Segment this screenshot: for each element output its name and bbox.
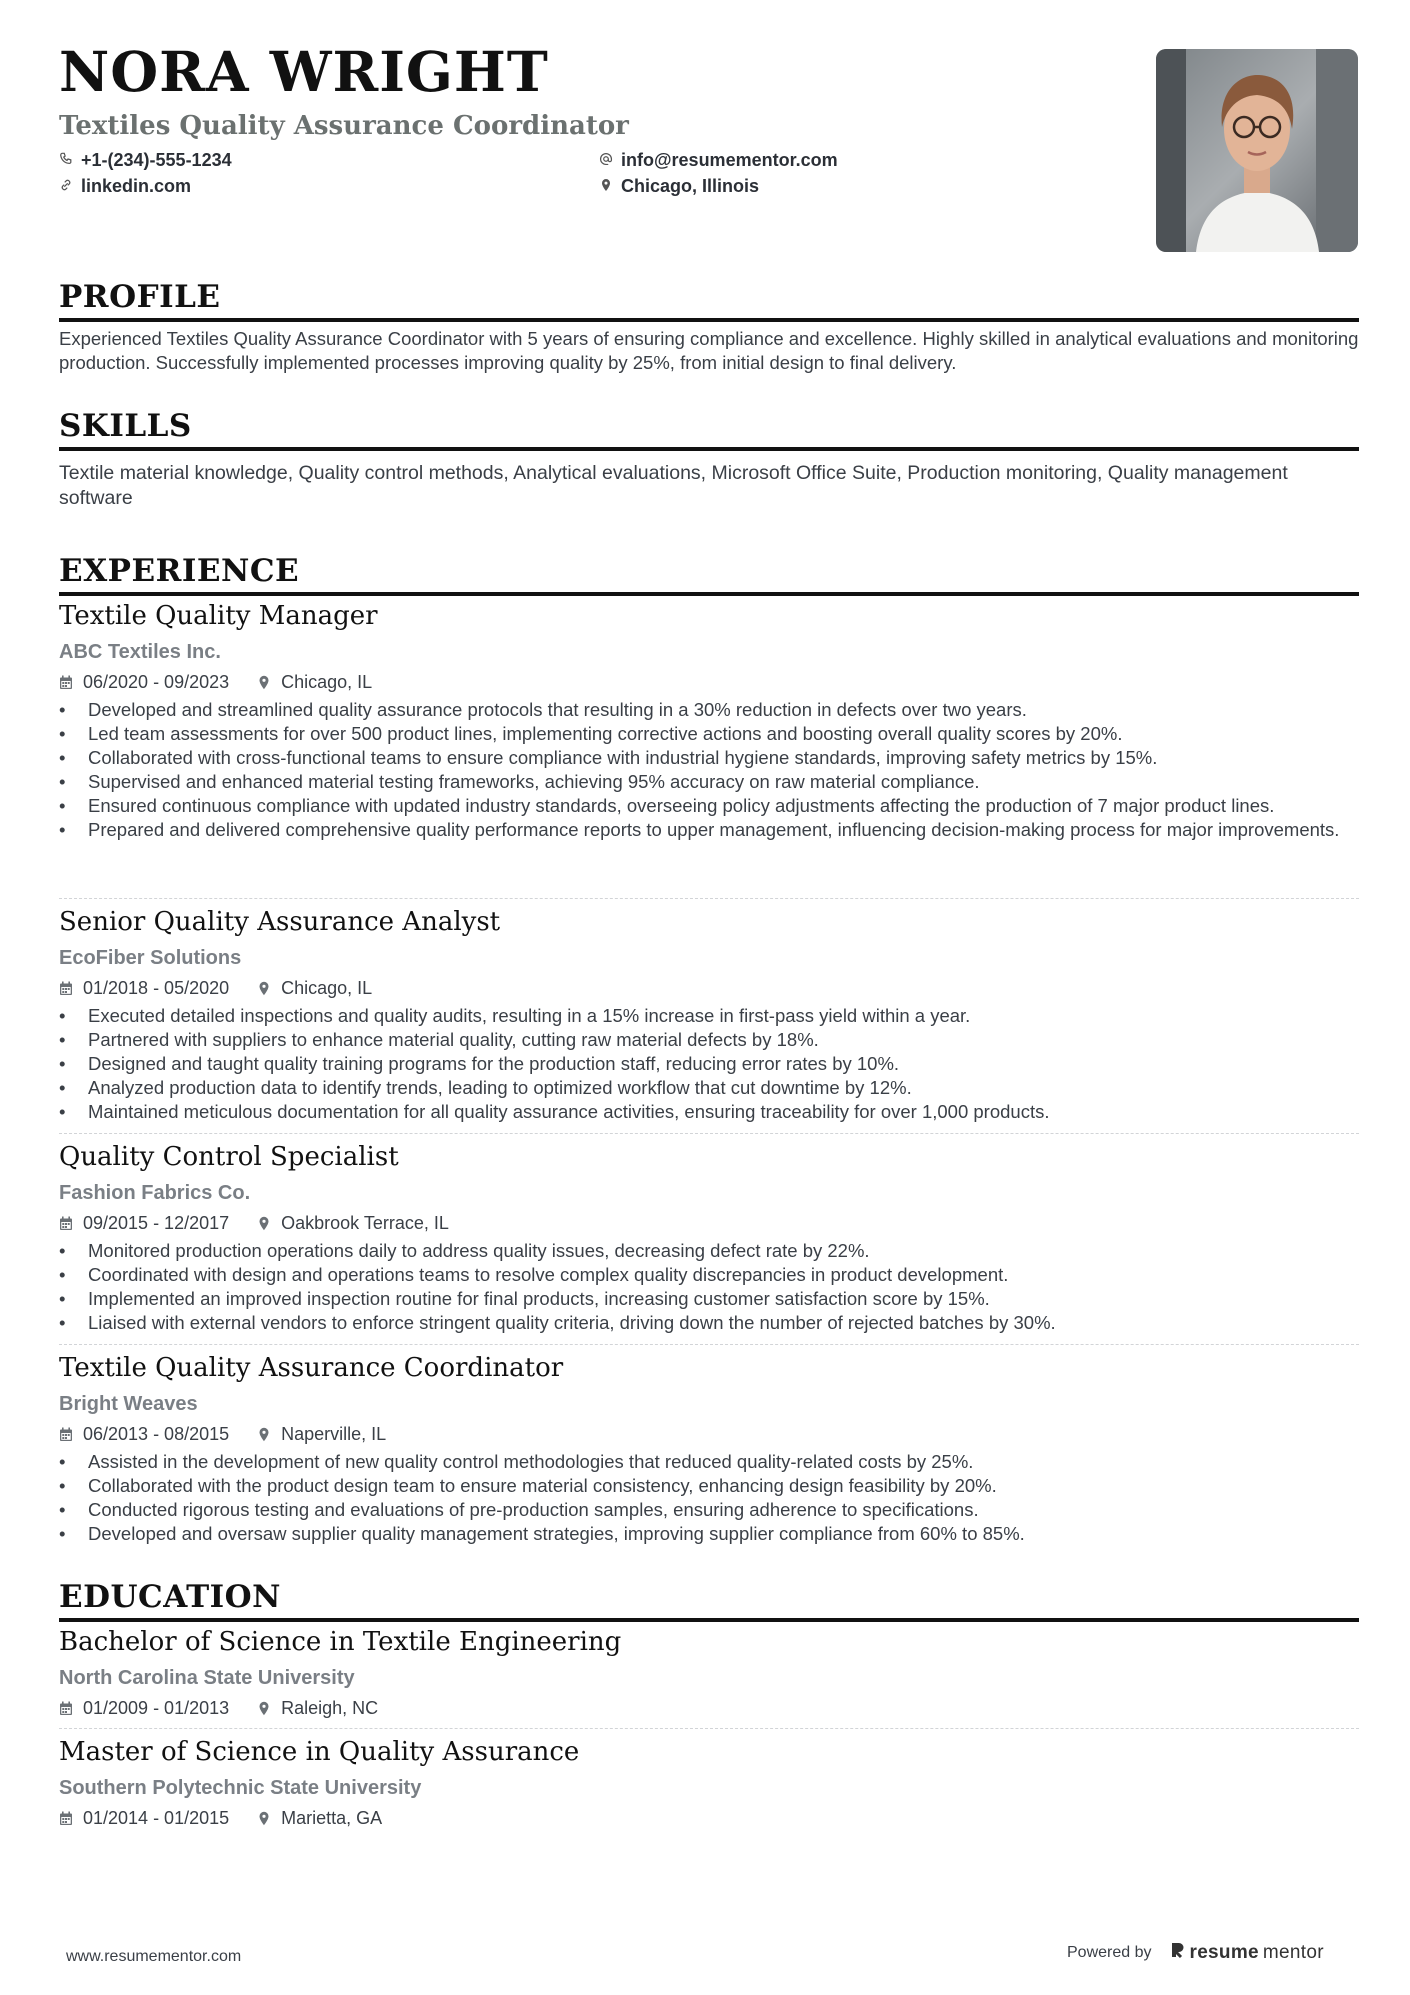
location-pin-icon xyxy=(257,1216,271,1231)
list-item: • Liaised with external vendors to enforce stringent quality criteria, driving down the number of rejected batches by 30%. xyxy=(59,1311,1359,1335)
brand-bold-text: resume xyxy=(1189,1942,1259,1963)
job-meta xyxy=(59,673,372,691)
education-school: North Carolina State University xyxy=(59,1667,355,1689)
candidate-title: Textiles Quality Assurance Coordinator xyxy=(59,111,629,141)
job-role: Senior Quality Assurance Analyst xyxy=(59,907,501,937)
experience-heading: EXPERIENCE xyxy=(59,556,1359,596)
list-item: • Maintained meticulous documentation for all quality assurance activities, ensuring traceability for over 1,000 products. xyxy=(59,1100,1359,1124)
job-bullets xyxy=(59,698,1359,842)
job-dates: 01/2018 - 05/2020 xyxy=(83,978,230,998)
education-dates: 01/2014 - 01/2015 xyxy=(83,1808,230,1828)
job-dates: 06/2013 - 08/2015 xyxy=(83,1424,230,1444)
job-location: Oakbrook Terrace, IL xyxy=(281,1213,449,1233)
job-meta xyxy=(59,979,372,997)
job-location: Naperville, IL xyxy=(281,1424,387,1444)
location-pin-icon xyxy=(257,1427,271,1442)
list-item: • Led team assessments for over 500 product lines, implementing corrective actions and boosting overall quality scores by 20%. xyxy=(59,722,1359,746)
list-item: • Collaborated with cross-functional teams to ensure compliance with industrial hygiene standards, improving safety metrics by 15%. xyxy=(59,746,1359,770)
resumementor-logo[interactable] xyxy=(1170,1941,1324,1965)
job-dates: 06/2020 - 09/2023 xyxy=(83,672,230,692)
list-item: • Ensured continuous compliance with updated industry standards, overseeing policy adjustments affecting the production of 7 major product lines. xyxy=(59,794,1359,818)
job-meta xyxy=(59,1214,449,1232)
job-bullets xyxy=(59,1239,1359,1335)
job-divider xyxy=(59,1133,1359,1134)
education-degree: Bachelor of Science in Textile Engineering xyxy=(59,1627,622,1657)
location-pin-icon xyxy=(257,1811,271,1826)
powered-by-label: Powered by xyxy=(1067,1944,1152,1961)
candidate-name: NORA WRIGHT xyxy=(59,39,549,104)
skills-text: Textile material knowledge, Quality control methods, Analytical evaluations, Microsoft Office Suite, Production monitoring, Quality management software xyxy=(59,462,1288,509)
job-company: Bright Weaves xyxy=(59,1393,198,1415)
education-location: Raleigh, NC xyxy=(281,1698,379,1718)
list-item: • Partnered with suppliers to enhance material quality, cutting raw material defects by 18%. xyxy=(59,1028,1359,1052)
job-role: Textile Quality Assurance Coordinator xyxy=(59,1353,564,1383)
footer-website-link[interactable]: www.resumementor.com xyxy=(66,1948,242,1965)
list-item: • Implemented an improved inspection routine for final products, increasing customer satisfaction score by 15%. xyxy=(59,1287,1359,1311)
education-location: Marietta, GA xyxy=(281,1808,383,1828)
location-text: Chicago, Illinois xyxy=(621,176,760,196)
list-item: • Designed and taught quality training programs for the production staff, reducing error rates by 10%. xyxy=(59,1052,1359,1076)
job-role: Quality Control Specialist xyxy=(59,1142,399,1172)
footer-branding xyxy=(1067,1941,1324,1965)
job-divider xyxy=(59,1344,1359,1345)
contact-phone xyxy=(59,150,232,171)
resumementor-logo-icon xyxy=(1170,1941,1186,1965)
profile-photo xyxy=(1156,49,1358,252)
location-pin-icon xyxy=(257,1701,271,1716)
education-dates: 01/2009 - 01/2013 xyxy=(83,1698,230,1718)
contact-email[interactable] xyxy=(599,150,838,171)
calendar-icon xyxy=(59,1427,73,1442)
skills-heading: SKILLS xyxy=(59,411,1359,451)
education-meta xyxy=(59,1809,382,1827)
job-company: Fashion Fabrics Co. xyxy=(59,1182,251,1204)
profile-text: Experienced Textiles Quality Assurance Coordinator with 5 years of ensuring compliance and excellence. Highly skilled in analytical evaluations and monitoring production. Successfully implemented processes improving quality by 25%, from initial design to final delivery. xyxy=(59,328,1359,373)
location-pin-icon xyxy=(257,675,271,690)
calendar-icon xyxy=(59,981,73,996)
list-item: • Collaborated with the product design team to ensure material consistency, enhancing design feasibility by 20%. xyxy=(59,1474,1359,1498)
calendar-icon xyxy=(59,1811,73,1826)
education-degree: Master of Science in Quality Assurance xyxy=(59,1737,580,1767)
list-item: • Supervised and enhanced material testing frameworks, achieving 95% accuracy on raw material compliance. xyxy=(59,770,1359,794)
list-item: • Prepared and delivered comprehensive quality performance reports to upper management, influencing decision-making process for major improvements. xyxy=(59,818,1359,842)
phone-icon xyxy=(59,150,73,171)
list-item: • Coordinated with design and operations teams to resolve complex quality discrepancies in product development. xyxy=(59,1263,1359,1287)
job-meta xyxy=(59,1425,386,1443)
link-icon xyxy=(59,176,73,197)
list-item: • Developed and oversaw supplier quality management strategies, improving supplier compliance from 60% to 85%. xyxy=(59,1522,1359,1546)
brand-light-text: mentor xyxy=(1262,1942,1324,1963)
job-divider xyxy=(59,898,1359,899)
job-location: Chicago, IL xyxy=(281,672,373,692)
location-pin-icon xyxy=(599,176,613,197)
profile-heading: PROFILE xyxy=(59,282,1359,322)
job-company: EcoFiber Solutions xyxy=(59,947,242,969)
list-item: • Assisted in the development of new quality control methodologies that reduced quality-related costs by 25%. xyxy=(59,1450,1359,1474)
email-text: info@resumementor.com xyxy=(621,150,838,170)
at-icon xyxy=(599,150,613,171)
contact-location xyxy=(599,176,759,197)
list-item: • Conducted rigorous testing and evaluations of pre-production samples, ensuring adherence to specifications. xyxy=(59,1498,1359,1522)
education-divider xyxy=(59,1728,1359,1729)
phone-text: +1-(234)-555-1234 xyxy=(81,150,232,170)
job-dates: 09/2015 - 12/2017 xyxy=(83,1213,230,1233)
job-role: Textile Quality Manager xyxy=(59,601,378,631)
job-bullets xyxy=(59,1450,1359,1546)
job-bullets xyxy=(59,1004,1359,1124)
calendar-icon xyxy=(59,675,73,690)
list-item: • Monitored production operations daily to address quality issues, decreasing defect rate by 22%. xyxy=(59,1239,1359,1263)
list-item: • Executed detailed inspections and quality audits, resulting in a 15% increase in first-pass yield within a year. xyxy=(59,1004,1359,1028)
education-meta xyxy=(59,1699,378,1717)
contact-linkedin[interactable] xyxy=(59,176,191,197)
job-location: Chicago, IL xyxy=(281,978,373,998)
list-item: • Analyzed production data to identify trends, leading to optimized workflow that cut downtime by 12%. xyxy=(59,1076,1359,1100)
location-pin-icon xyxy=(257,981,271,996)
calendar-icon xyxy=(59,1701,73,1716)
job-company: ABC Textiles Inc. xyxy=(59,641,221,663)
list-item: • Developed and streamlined quality assurance protocols that resulting in a 30% reduction in defects over two years. xyxy=(59,698,1359,722)
education-heading: EDUCATION xyxy=(59,1582,1359,1622)
education-school: Southern Polytechnic State University xyxy=(59,1777,422,1799)
calendar-icon xyxy=(59,1216,73,1231)
linkedin-text: linkedin.com xyxy=(81,176,192,196)
